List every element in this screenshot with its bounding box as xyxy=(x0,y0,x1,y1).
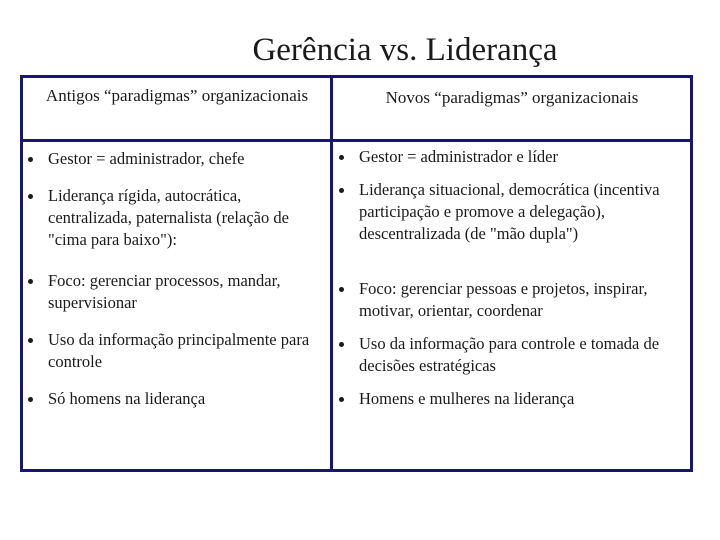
list-item-text: Liderança rígida, autocrática, centralizada, paternalista (relação de "cima para baixo"): xyxy=(48,186,289,249)
page-title: Gerência vs. Liderança xyxy=(252,32,558,68)
bullet-icon xyxy=(339,397,344,402)
table-top-border xyxy=(20,75,693,78)
bullet-icon xyxy=(28,279,33,284)
list-item-text: Foco: gerenciar pessoas e projetos, inspirar, motivar, orientar, coordenar xyxy=(359,279,648,320)
bullet-icon xyxy=(339,155,344,160)
list-item-text: Uso da informação principalmente para controle xyxy=(48,330,310,371)
right-column-header: Novos “paradigmas” organizacionais xyxy=(385,88,639,107)
list-item xyxy=(28,148,328,170)
list-item-text: Foco: gerenciar processos, mandar, supervisionar xyxy=(48,271,281,312)
bullet-icon xyxy=(28,194,33,199)
list-item-text: Uso da informação para controle e tomada de decisões estratégicas xyxy=(359,334,660,375)
list-item-text: Homens e mulheres na liderança xyxy=(359,389,575,408)
list-item xyxy=(339,278,674,322)
left-column-header: Antigos “paradigmas” organizacionais xyxy=(45,86,309,105)
list-item xyxy=(339,179,674,245)
list-item-text: Gestor = administrador, chefe xyxy=(48,149,245,168)
bullet-icon xyxy=(339,188,344,193)
header-separator xyxy=(20,139,693,142)
list-item xyxy=(339,333,674,377)
list-item-text: Só homens na liderança xyxy=(48,389,206,408)
bullet-icon xyxy=(339,342,344,347)
column-divider xyxy=(330,75,333,472)
list-item-text: Gestor = administrador e líder xyxy=(359,147,558,166)
list-item xyxy=(28,185,328,251)
list-item xyxy=(28,270,328,314)
bullet-icon xyxy=(28,397,33,402)
bullet-icon xyxy=(339,287,344,292)
list-item-text: Liderança situacional, democrática (incentiva participação e promove a delegação), descentralizada (de "mão dupla") xyxy=(359,180,660,243)
list-item xyxy=(28,329,328,373)
bullet-icon xyxy=(28,157,33,162)
list-item xyxy=(339,388,674,410)
list-item xyxy=(339,146,674,168)
list-item xyxy=(28,388,328,410)
bullet-icon xyxy=(28,338,33,343)
